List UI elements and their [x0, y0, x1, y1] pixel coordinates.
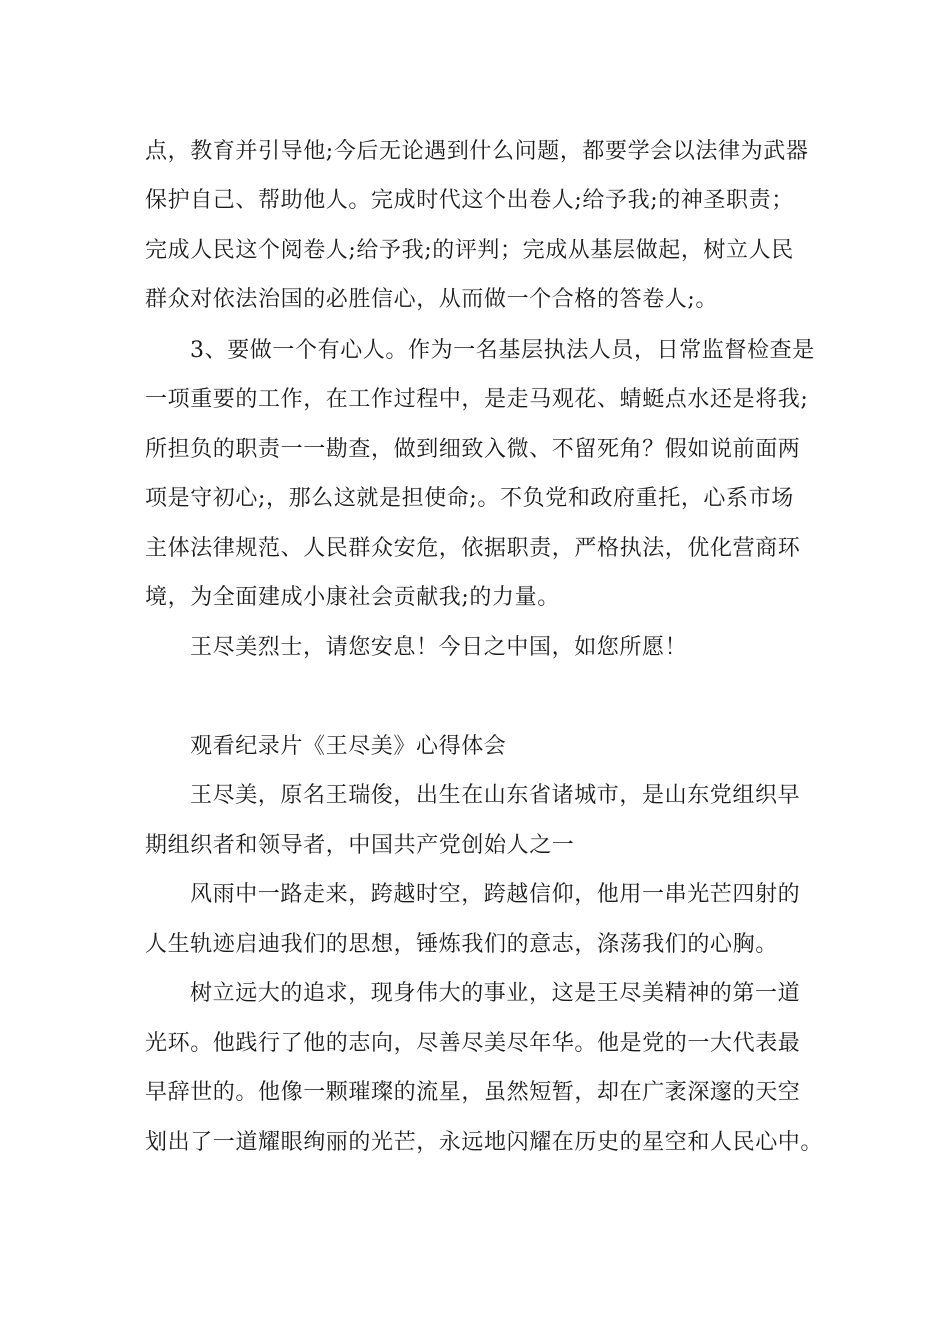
- section-title: 观看纪录片《王尽美》心得体会: [190, 734, 507, 759]
- paragraph-start-line: 树立远大的追求，现身伟大的事业，这是王尽美精神的第一道: [190, 981, 801, 1006]
- text-line: 所担负的职责一一勘查，做到细致入微、不留死角？假如说前面两: [145, 437, 801, 462]
- text-line: 期组织者和领导者，中国共产党创始人之一: [145, 833, 575, 858]
- text-line: 群众对依法治国的必胜信心，从而做一个合格的答卷人;。: [145, 287, 719, 312]
- text-line: 保护自己、帮助他人。完成时代这个出卷人;给予我;的神圣职责；: [145, 188, 794, 213]
- text-line: 一项重要的工作，在工作过程中，是走马观花、蜻蜓点水还是将我;: [145, 387, 809, 412]
- paragraph-start-line: 3、要做一个有心人。作为一名基层执法人员，日常监督检查是: [190, 338, 815, 363]
- text-line: 早辞世的。他像一颗璀璨的流星，虽然短暂，却在广袤深邃的天空: [145, 1080, 801, 1105]
- text-line: 光环。他践行了他的志向，尽善尽美尽年华。他是党的一大代表最: [145, 1031, 801, 1056]
- text-line: 点，教育并引导他;今后无论遇到什么问题，都要学会以法律为武器: [145, 139, 809, 164]
- text-line: 境，为全面建成小康社会贡献我;的力量。: [145, 585, 560, 610]
- text-line: 完成人民这个阅卷人;给予我;的评判；完成从基层做起，树立人民: [145, 238, 794, 263]
- text-line: 划出了一道耀眼绚丽的光芒，永远地闪耀在历史的星空和人民心中。: [145, 1130, 824, 1155]
- text-line: 项是守初心;，那么这就是担使命;。不负党和政府重托，心系市场: [145, 486, 794, 511]
- text-line: 主体法律规范、人民群众安危，依据职责，严格执法，优化营商环: [145, 536, 801, 561]
- paragraph-start-line: 王尽美，原名王瑞俊，出生在山东省诸城市，是山东党组织早: [190, 783, 801, 808]
- text-line: 人生轨迹启迪我们的思想，锤炼我们的意志，涤荡我们的心胸。: [145, 932, 778, 957]
- paragraph-start-line: 风雨中一路走来，跨越时空，跨越信仰，他用一串光芒四射的: [190, 882, 801, 907]
- paragraph-start-line: 王尽美烈士，请您安息！今日之中国，如您所愿！: [190, 635, 688, 660]
